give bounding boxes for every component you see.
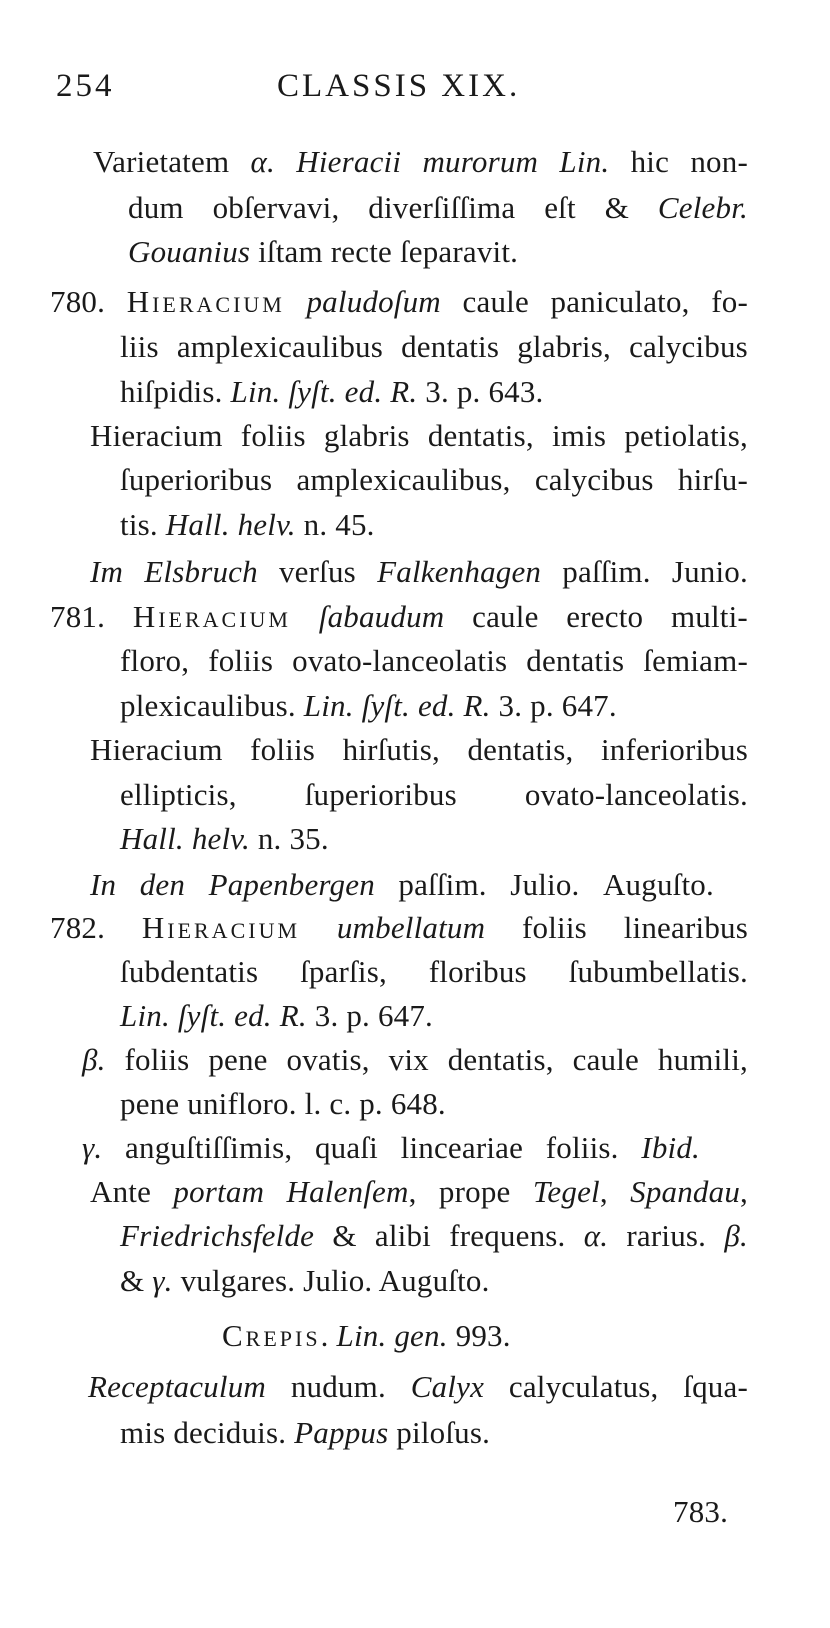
word [533, 1172, 608, 1212]
text-line [50, 282, 748, 322]
italic-text: den [139, 867, 186, 902]
text-line [120, 775, 748, 815]
text-line [128, 232, 518, 272]
italic-text: Papenbergen [208, 867, 375, 902]
word [120, 327, 159, 367]
word [209, 865, 375, 905]
word [90, 730, 223, 770]
italic-text: Falkenhagen [377, 554, 542, 589]
word [291, 1367, 386, 1407]
word [142, 908, 300, 948]
italic-text: γ. [152, 1263, 173, 1298]
italic-text: Hall. helv. [120, 821, 250, 856]
small-caps-text: Hieracium [132, 599, 291, 634]
word [208, 1040, 267, 1080]
text-run: glabris, [517, 329, 611, 364]
italic-text: Hall. helv. [165, 507, 296, 542]
word [389, 1040, 429, 1080]
word [332, 1216, 356, 1256]
word [173, 1172, 264, 1212]
text-run: n. 45. [295, 507, 375, 542]
text-line [88, 1367, 748, 1407]
italic-text: Lin. ſyſt. ed. R. [230, 374, 418, 409]
text-run: glabris [323, 418, 410, 453]
text-run: dentatis, [467, 732, 574, 767]
word [584, 1216, 608, 1256]
italic-text: ſabaudum [318, 599, 445, 634]
word [208, 641, 273, 681]
italic-text: Friedrichsfelde [120, 1218, 315, 1253]
word [90, 552, 123, 592]
text-line [82, 1040, 748, 1080]
word [250, 730, 315, 770]
word [401, 1128, 523, 1168]
word [93, 142, 229, 182]
text-run: calycibus [629, 329, 748, 364]
word [319, 597, 445, 637]
word [551, 282, 690, 322]
italic-text: murorum [422, 144, 539, 179]
italic-text: Spandau [630, 1174, 741, 1209]
italic-text: Calyx [410, 1369, 485, 1404]
text-run: 3. p. 643. [417, 374, 544, 409]
text-line [50, 908, 748, 948]
text-line [120, 372, 544, 412]
text-run: plexicaulibus. [120, 688, 304, 723]
italic-text: β. [724, 1218, 748, 1253]
text-line [120, 952, 748, 992]
text-run: Ante [90, 1174, 152, 1209]
word [522, 908, 587, 948]
word [439, 1172, 511, 1212]
text-line [120, 327, 748, 367]
text-run: tis. [120, 507, 166, 542]
italic-text: Tegel [532, 1174, 600, 1209]
word [144, 552, 258, 592]
word [296, 142, 401, 182]
word [724, 1216, 748, 1256]
word [517, 327, 611, 367]
word [140, 865, 185, 905]
text-run: humili, [657, 1042, 748, 1077]
text-run: ovato-lanceolatis [292, 643, 508, 678]
text-run: alibi [374, 1218, 431, 1253]
text-line [90, 730, 748, 770]
word [125, 1128, 292, 1168]
word [601, 730, 748, 770]
text-run: dentatis [401, 329, 500, 364]
italic-text: paludoſum [306, 284, 441, 319]
word [50, 597, 105, 637]
italic-text: Lin. ſyſt. ed. R. [303, 688, 491, 723]
text-run: Junio. [671, 554, 748, 589]
text-run: hirſutis, [342, 732, 440, 767]
word [411, 1367, 484, 1407]
word [624, 416, 748, 456]
word [128, 188, 184, 228]
text-run: Hieracium [90, 418, 223, 453]
text-line [120, 641, 748, 681]
text-run: paniculato, [550, 284, 690, 319]
word [448, 1040, 554, 1080]
text-run: fo- [711, 284, 748, 319]
word [626, 1216, 706, 1256]
word [525, 775, 748, 815]
text-run: 3. p. 647. [490, 688, 617, 723]
word [50, 908, 105, 948]
text-line [120, 1261, 490, 1301]
italic-text: In [90, 867, 117, 902]
text-run: quaſi [314, 1130, 378, 1165]
text-line [120, 686, 617, 726]
word [631, 142, 669, 182]
word [546, 1128, 619, 1168]
text-run: floribus [428, 954, 527, 989]
text-run: calycibus [534, 462, 654, 497]
word [343, 730, 440, 770]
text-run: ſubumbellatis. [568, 954, 748, 989]
text-run: ſubdentatis [120, 954, 259, 989]
text-run: 781. [50, 599, 106, 634]
word [672, 552, 748, 592]
text-run: 3. p. 647. [306, 998, 433, 1033]
word [658, 1040, 748, 1080]
text-run: hic [630, 144, 670, 179]
italic-text: Celebr. [657, 190, 748, 225]
word [472, 597, 538, 637]
word [603, 865, 714, 905]
text-run: paſſim. [398, 867, 487, 902]
word [120, 1216, 314, 1256]
italic-text: Lin. [559, 144, 610, 179]
word [241, 416, 306, 456]
text-run: n. 35. [249, 821, 329, 856]
text-run: Hieracium [90, 732, 223, 767]
text-run: rarius. [626, 1218, 707, 1253]
word [133, 597, 291, 637]
word [292, 641, 507, 681]
text-run: foliis [250, 732, 316, 767]
page-number: 254 [56, 68, 115, 104]
text-run: pene unifloro. l. c. p. 648. [120, 1086, 446, 1121]
text-run: , [599, 1174, 608, 1209]
text-run: anguſtiſſimis, [125, 1130, 293, 1165]
word [127, 282, 285, 322]
word [90, 416, 223, 456]
italic-text: Lin. ſyſt. ed. R. [120, 998, 307, 1033]
italic-text: β. [82, 1042, 106, 1077]
italic-text: Halenſem [286, 1174, 409, 1209]
text-run: dentatis [526, 643, 625, 678]
text-line [120, 819, 329, 859]
text-run: multi- [670, 599, 748, 634]
word [300, 952, 387, 992]
text-run: & [332, 1218, 357, 1253]
text-line [90, 865, 714, 905]
word [573, 1040, 639, 1080]
word [630, 1172, 748, 1212]
word [509, 1367, 659, 1407]
word [566, 597, 643, 637]
text-run: caule [472, 599, 539, 634]
word [120, 460, 272, 500]
text-run: . [320, 1318, 337, 1353]
text-run: caule [572, 1042, 639, 1077]
text-run: , [740, 1174, 748, 1209]
text-run: verſus [278, 554, 356, 589]
word [279, 552, 356, 592]
text-line [128, 188, 748, 228]
text-run: & [120, 1263, 153, 1298]
text-run: 993. [447, 1318, 511, 1353]
text-line [82, 1128, 700, 1168]
text-run: ovatis, [286, 1042, 370, 1077]
text-line [93, 142, 748, 182]
text-run: linceariae [400, 1130, 524, 1165]
word [562, 552, 650, 592]
word [643, 641, 748, 681]
text-run: frequens. [449, 1218, 566, 1253]
text-run: Julio. [510, 867, 580, 902]
word [88, 1367, 266, 1407]
text-run: dentatis, [427, 418, 534, 453]
italic-text: Lin. gen. [336, 1318, 448, 1353]
text-run: amplexicaulibus [176, 329, 383, 364]
word [50, 282, 105, 322]
text-run: imis [551, 418, 607, 453]
text-run: piloſus. [388, 1415, 491, 1450]
text-line [120, 1216, 748, 1256]
text-run: eſt [544, 190, 576, 225]
word [422, 142, 538, 182]
word [368, 188, 515, 228]
text-run: 780. [50, 284, 106, 319]
word [375, 1216, 431, 1256]
text-run: Auguſto. [602, 867, 714, 902]
text-run: petiolatis, [624, 418, 748, 453]
text-run: Varietatem [93, 144, 230, 179]
text-run: calyculatus, [508, 1369, 659, 1404]
word [552, 416, 606, 456]
italic-text: Im [90, 554, 124, 589]
text-run: foliis. [545, 1130, 619, 1165]
word [287, 1040, 370, 1080]
text-line [90, 416, 748, 456]
text-run: ſuperioribus [120, 462, 273, 497]
text-run: paſſim. [562, 554, 651, 589]
text-run: nudum. [290, 1369, 386, 1404]
word [324, 416, 410, 456]
text-run: foliis [240, 418, 306, 453]
text-run: foliis [124, 1042, 190, 1077]
word [90, 1172, 151, 1212]
text-run: vix [388, 1042, 429, 1077]
word [305, 775, 457, 815]
text-run: pene [208, 1042, 268, 1077]
text-line [120, 460, 748, 500]
italic-text: Ibid. [641, 1130, 700, 1165]
text-run: ſqua- [683, 1369, 748, 1404]
text-run: dentatis, [447, 1042, 554, 1077]
text-run: amplexicaulibus, [296, 462, 511, 497]
word [120, 952, 258, 992]
text-run: diverſiſſima [368, 190, 516, 225]
text-run: foliis [522, 910, 587, 945]
text-run: liis [120, 329, 159, 364]
word [306, 282, 440, 322]
text-run: mis deciduis. [120, 1415, 295, 1450]
text-run: 782. [50, 910, 106, 945]
word [82, 1040, 106, 1080]
word [398, 865, 486, 905]
italic-text: Hieracii [296, 144, 402, 179]
word [569, 952, 748, 992]
italic-text: Gouanius [128, 234, 251, 269]
word [401, 327, 499, 367]
word [678, 460, 748, 500]
word [120, 775, 237, 815]
text-line [50, 597, 748, 637]
text-line [120, 996, 433, 1036]
word [315, 1128, 378, 1168]
text-run: inferioribus [600, 732, 748, 767]
word [177, 327, 383, 367]
word [605, 188, 629, 228]
text-run: vulgares. Julio. Auguſto. [172, 1263, 490, 1298]
catchword: 783. [673, 1494, 729, 1529]
word [535, 460, 654, 500]
word [120, 641, 189, 681]
text-run: & [604, 190, 630, 225]
word [429, 952, 527, 992]
small-caps-text: Hieracium [126, 284, 285, 319]
text-run: caule [462, 284, 529, 319]
text-run: erecto [566, 599, 644, 634]
text-run: ellipticis, [120, 777, 237, 812]
italic-text: Receptaculum [88, 1369, 266, 1404]
text-line [120, 1084, 446, 1124]
text-line [120, 505, 375, 545]
word [90, 865, 116, 905]
word [449, 1216, 565, 1256]
text-run: , [408, 1174, 417, 1209]
text-run: linearibus [623, 910, 748, 945]
text-run: obſervavi, [212, 190, 340, 225]
word [296, 460, 510, 500]
word [124, 1040, 189, 1080]
italic-text: Elsbruch [144, 554, 258, 589]
text-line [90, 552, 748, 592]
word [711, 282, 748, 322]
word [467, 730, 573, 770]
text-line [120, 1413, 490, 1453]
word [251, 142, 275, 182]
word [463, 282, 529, 322]
text-run: non- [690, 144, 748, 179]
word [337, 908, 485, 948]
italic-text: α. [250, 144, 275, 179]
word [690, 142, 748, 182]
word [544, 188, 576, 228]
word [559, 142, 609, 182]
word [526, 641, 624, 681]
word [428, 416, 534, 456]
text-run: iſtam recte ſeparavit. [250, 234, 519, 269]
text-run: ſemiam- [643, 643, 748, 678]
word [286, 1172, 416, 1212]
italic-text: γ. [82, 1130, 103, 1165]
text-run: ſuperioribus [304, 777, 457, 812]
italic-text: portam [173, 1174, 265, 1209]
text-run: dum [128, 190, 184, 225]
italic-text: α. [583, 1218, 609, 1253]
text-line [222, 1316, 511, 1356]
text-run: foliis [208, 643, 274, 678]
text-run: floro, [120, 643, 190, 678]
word [671, 597, 748, 637]
text-run: hiſpidis. [120, 374, 231, 409]
word [624, 908, 748, 948]
word [629, 327, 748, 367]
word [641, 1128, 700, 1168]
italic-text: Pappus [294, 1415, 389, 1450]
word [658, 188, 748, 228]
word [683, 1367, 748, 1407]
text-line [90, 1172, 748, 1212]
text-run: ovato-lanceolatis. [524, 777, 748, 812]
word [82, 1128, 102, 1168]
page-title: CLASSIS XIX. [277, 68, 521, 104]
text-run: hirſu- [677, 462, 748, 497]
text-run: prope [438, 1174, 511, 1209]
word [377, 552, 541, 592]
small-caps-text: Crepis [222, 1318, 321, 1353]
text-run: ſparſis, [300, 954, 387, 989]
word [510, 865, 579, 905]
word [213, 188, 340, 228]
italic-text: umbellatum [336, 910, 486, 945]
small-caps-text: Hieracium [141, 910, 301, 945]
